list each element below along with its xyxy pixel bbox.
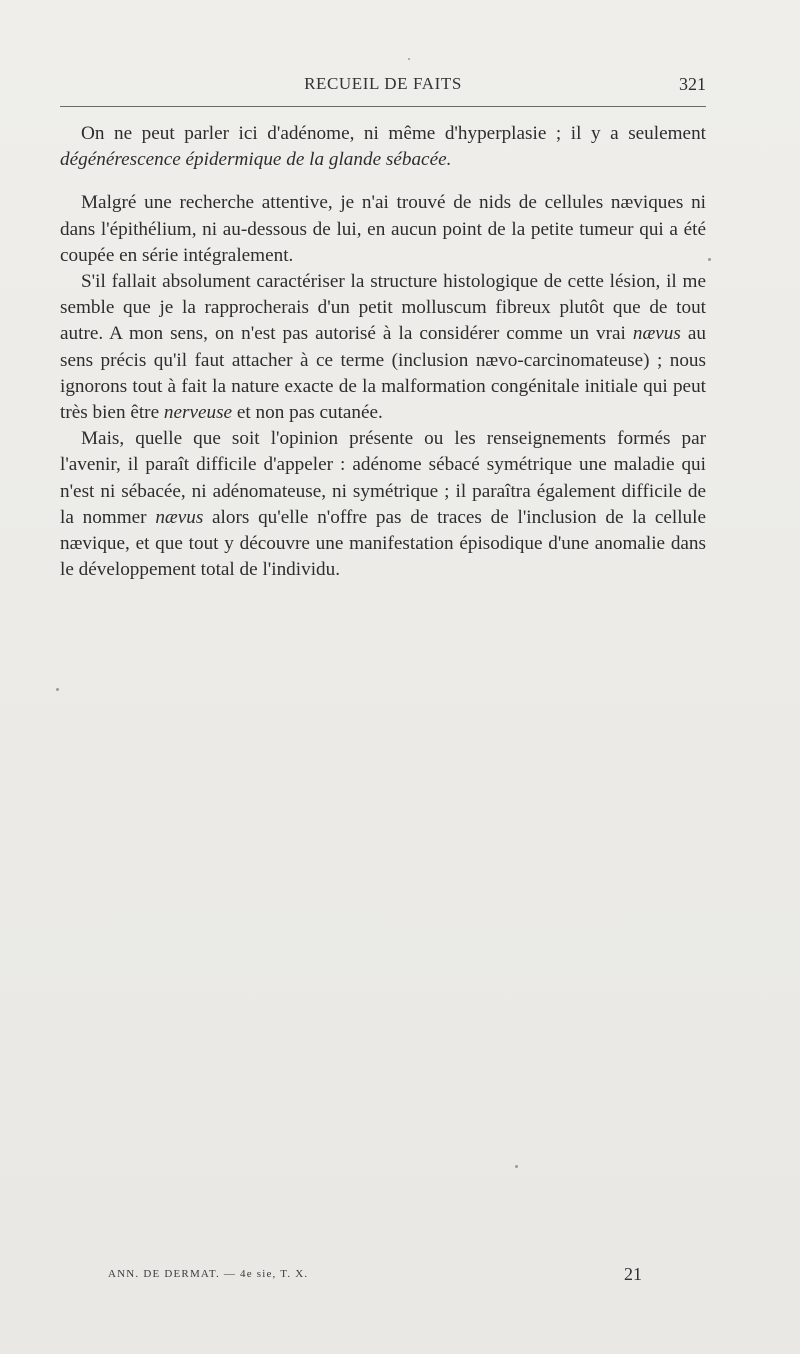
- paragraph-1-text: On ne peut parler ici d'adénome, ni même d'hyperplasie ; il y a seulement: [81, 123, 706, 144]
- paragraph-2: [60, 190, 706, 269]
- header-rule: [60, 106, 706, 107]
- paragraph-3-text-a: S'il fallait absolument caractériser la structure histologique de cette lésion, il me semble que je la rapprocherais d'un petit molluscum fibreux plutôt que de tout autre. A mon sens, on n'est pas autorisé à la considérer comme un vrai: [60, 271, 706, 345]
- paragraph-3-italic-b: nerveuse: [163, 402, 233, 424]
- paragraph-2-text: Malgré une recherche attentive, je n'ai trouvé de nids de cellules næviques ni dans l'épithélium, ni au-dessous de lui, en aucun point de la petite tumeur qui a été coupée en série intégralement.: [60, 192, 706, 266]
- body-text: [60, 121, 706, 583]
- paragraph-3: [60, 269, 706, 426]
- paragraph-4-text-b: alors qu'elle n'offre pas de traces de l'inclusion de la cellule nævique, et que tout y découvre une manifestation épisodique d'une anomalie dans le développement total de l'individu.: [60, 506, 706, 581]
- paragraph-4-italic: nævus: [155, 506, 204, 528]
- running-title: RECUEIL DE FAITS: [304, 74, 462, 93]
- paragraph-3-italic-a: nævus: [632, 323, 681, 345]
- paragraph-1-italic: dégénérescence épidermique de la glande sébacée.: [60, 149, 452, 171]
- paragraph-3-text-c: et non pas cutanée.: [232, 402, 383, 424]
- page-number: 321: [679, 74, 706, 94]
- paragraph-4: [60, 426, 706, 583]
- footer-journal-reference: ANN. DE DERMAT. — 4e sie, T. X.: [108, 1268, 309, 1280]
- paper-speck: [408, 58, 410, 60]
- footer-signature-mark: 21: [624, 1264, 642, 1284]
- page-footer: [108, 1264, 642, 1288]
- running-head: [60, 74, 706, 98]
- paragraph-1: [60, 121, 706, 173]
- paper-speck: [56, 688, 59, 691]
- paragraph-4-text-a: Mais, quelle que soit l'opinion présente ou les renseignements formés par l'avenir, il paraît difficile d'appeler : adénome sébacé symétrique une maladie qui n'est ni sébacée, ni adénomateuse, ni symétrique ; il paraîtra également difficile de la nommer: [60, 428, 706, 528]
- paragraph-3-text-b: au sens précis qu'il faut attacher à ce terme (inclusion nævo-carcinomateuse) ; nous ignorons tout à fait la nature exacte de la malformation congénitale initiale qui peut très bien être: [60, 323, 706, 424]
- paper-speck: [708, 258, 711, 261]
- paper-speck: [515, 1165, 518, 1168]
